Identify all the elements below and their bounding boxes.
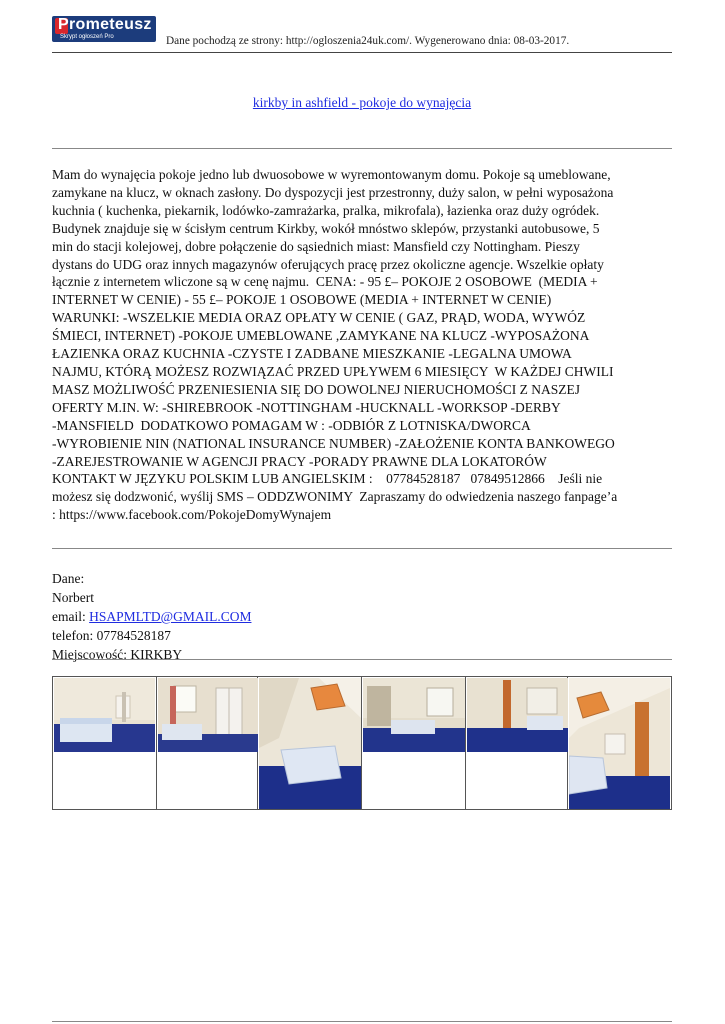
description-line: -MANSFIELD DODATKOWO POMAGAM W : -ODBIÓR Z LOTNISKA/DWORCA — [52, 417, 531, 433]
source-line: Dane pochodzą ze strony: http://ogloszenia24uk.com/. Wygenerowano dnia: 08-03-2017. — [166, 35, 570, 47]
description-line: OFERTY M.IN. W: -SHIREBROOK -NOTTINGHAM -HUCKNALL -WORKSOP -DERBY — [52, 399, 561, 415]
photo-cell[interactable] — [362, 677, 466, 809]
contact-email-row — [52, 607, 251, 626]
photo[interactable] — [158, 678, 258, 752]
header-divider — [52, 52, 672, 53]
photo-cell[interactable] — [466, 677, 569, 809]
photo-cell[interactable] — [568, 677, 671, 809]
phone-value: 07784528187 — [96, 628, 171, 643]
prometeusz-logo — [52, 16, 156, 42]
city-label: Miejscowość: — [52, 647, 131, 662]
contact-divider — [52, 659, 672, 660]
description-line: możesz się dodzwonić, wyślij SMS – ODDZWONIMY Zapraszamy do odwiedzenia naszego fanpage’a — [52, 489, 618, 505]
email-link[interactable]: HSAPMLTD@GMAIL.COM — [89, 609, 252, 624]
footer-divider — [52, 1021, 672, 1022]
description-line: Budynek znajduje się w ścisłym centrum Kirkby, wokół mnóstwo sklepów, przystanki autobusowe, 5 — [52, 220, 600, 236]
description-line: NAJMU, KTÓRĄ MOŻESZ ROZWIĄZAĆ PRZED UPŁYWEM 6 MIESIĘCY W KAŻDEJ CHWILI — [52, 363, 614, 379]
contact-block — [52, 569, 251, 664]
photo-cell[interactable] — [157, 677, 259, 809]
email-label: email: — [52, 609, 90, 624]
logo-tagline: Skrypt ogłoszeń Pro — [60, 34, 114, 40]
page-header — [52, 16, 672, 54]
photo-gallery — [52, 676, 672, 810]
description-line: dystans do UDG oraz innych magazynów oferujących pracę przez okoliczne agencje. Wszelkie opłaty — [52, 256, 604, 272]
photo-cell[interactable] — [258, 677, 362, 809]
description-line: -ZAREJESTROWANIE W AGENCJI PRACY -PORADY PRAWNE DLA LOKATORÓW — [52, 453, 547, 469]
city-value: KIRKBY — [130, 647, 183, 662]
description-line: ŁAZIENKA ORAZ KUCHNIA -CZYSTE I ZADBANE MIESZKANIE -LEGALNA UMOWA — [52, 346, 572, 362]
title-divider — [52, 148, 672, 149]
contact-phone-row — [52, 626, 251, 645]
listing-description — [52, 166, 674, 524]
description-line: zamykane na klucz, w oknach zasłony. Do dyspozycji jest przestronny, duży salon, w pełni wyposażona — [52, 184, 614, 200]
listing-title-link[interactable]: kirkby in ashfield - pokoje do wynajęcia — [252, 95, 472, 110]
description-line: INTERNET W CENIE) - 55 £– POKOJE 1 OSOBOWE (MEDIA + INTERNET W CENIE) — [52, 292, 552, 308]
description-divider — [52, 548, 672, 549]
description-line: WARUNKI: -WSZELKIE MEDIA ORAZ OPŁATY W CENIE ( GAZ, PRĄD, WODA, WYWÓZ — [52, 310, 586, 326]
photo[interactable] — [569, 678, 670, 809]
logo-name: Prometeusz — [58, 16, 152, 33]
description-line: : https://www.facebook.com/PokojeDomyWynajem — [52, 507, 332, 523]
photo[interactable] — [54, 678, 155, 752]
description-line: kuchnia ( kuchenka, piekarnik, lodówko-zamrażarka, pralka, mikrofala), łazienka oraz duży ogródek. — [52, 202, 600, 218]
description-line: Mam do wynajęcia pokoje jedno lub dwuosobowe w wyremontowanym domu. Pokoje są umeblowane, — [52, 167, 611, 182]
photo[interactable] — [467, 678, 568, 752]
description-line: min do stacji kolejowej, dobre połączenie do sąsiednich miast: Mansfield czy Nottingham. Pieszy — [52, 238, 580, 254]
contact-heading: Dane: — [52, 571, 85, 586]
description-line: -WYROBIENIE NIN (NATIONAL INSURANCE NUMBER) -ZAŁOŻENIE KONTA BANKOWEGO — [52, 435, 615, 451]
description-line: łącznie z internetem wliczone są w cenę najmu. CENA: - 95 £– POKOJE 2 OSOBOWE (MEDIA + — [52, 274, 598, 290]
photo[interactable] — [363, 678, 465, 752]
description-line: KONTAKT W JĘZYKU POLSKIM LUB ANGIELSKIM : 07784528187 07849512866 Jeśli nie — [52, 471, 603, 487]
phone-label: telefon: — [52, 628, 97, 643]
description-line: ŚMIECI, INTERNET) -POKOJE UMEBLOWANE ,ZAMYKANE NA KLUCZ -WYPOSAŻONA — [52, 328, 590, 344]
description-line: MASZ MOŻLIWOŚĆ PRZENIESIENIA SIĘ DO DOWOLNEJ NIERUCHOMOŚCI Z NASZEJ — [52, 381, 580, 397]
contact-name: Norbert — [52, 590, 94, 605]
photo-cell[interactable] — [53, 677, 157, 809]
photo[interactable] — [259, 678, 361, 809]
contact-city-row — [52, 645, 251, 664]
